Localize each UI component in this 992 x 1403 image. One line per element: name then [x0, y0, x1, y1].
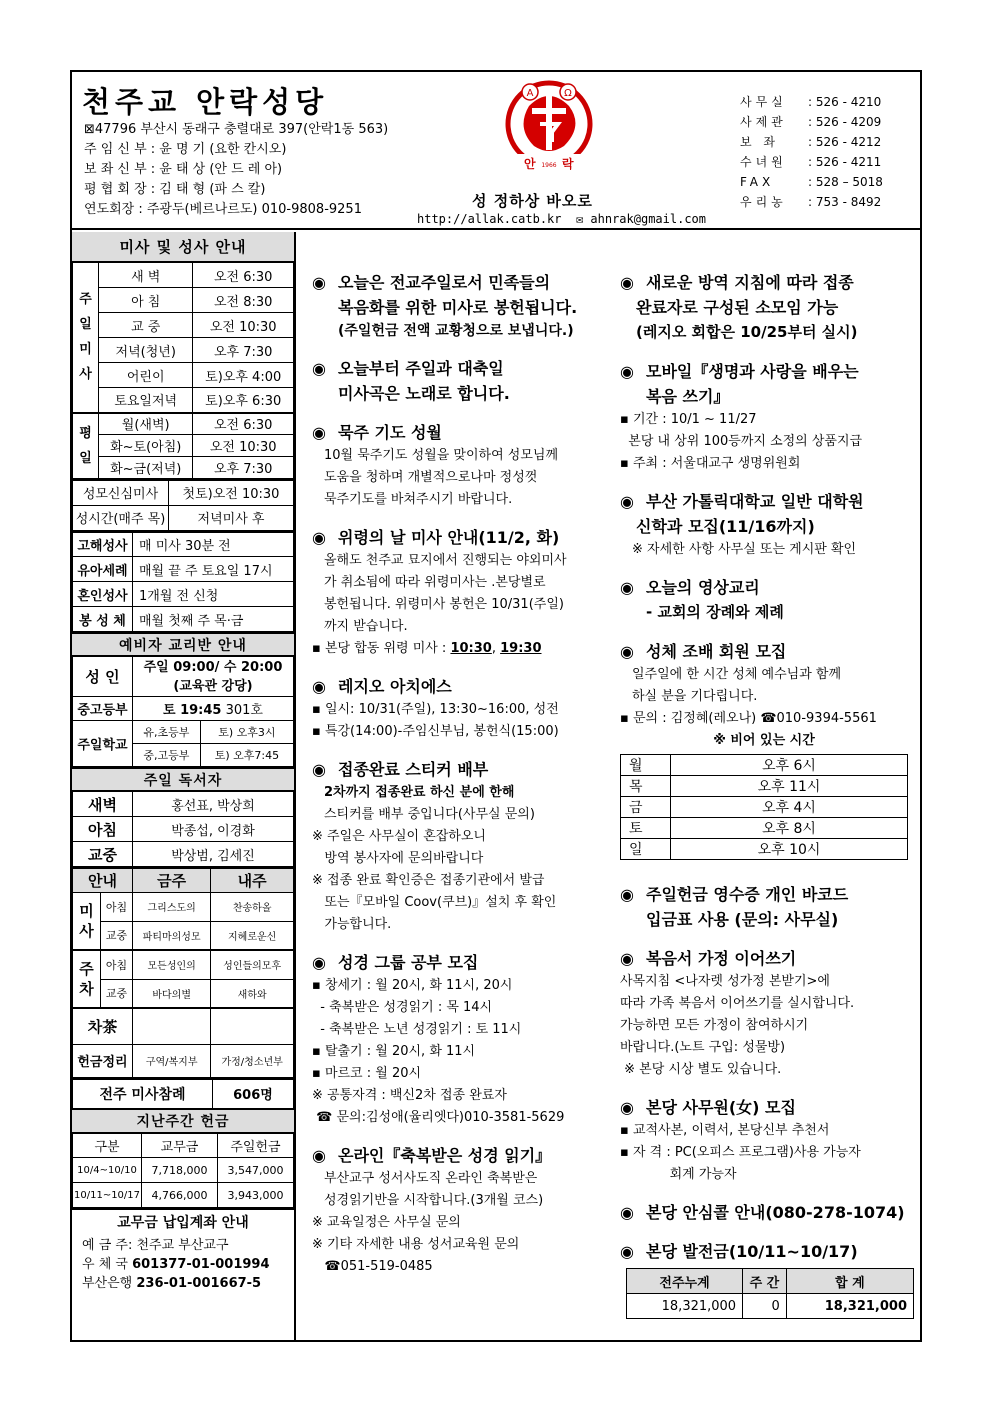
sacrament-name: 혼인성사 [73, 582, 133, 607]
sunday-mass-name: 아 침 [99, 288, 193, 313]
duty-next-week: 성인들의모후 [211, 950, 294, 979]
logo-year: 1966 [541, 162, 557, 169]
catechumen-middle-info: 토 19:45 301호 [133, 697, 294, 721]
duty-offering-next-week: 가정/청소년부 [211, 1044, 294, 1077]
left-sidebar [72, 232, 296, 1340]
logo-left-char: 안 [524, 157, 536, 171]
church-logo-icon [504, 76, 594, 176]
logo-omega: Ω [564, 88, 572, 99]
special-mass-name: 성시간(매주 목) [73, 505, 169, 530]
weekday-mass-name: 화~금(저녁) [99, 457, 193, 479]
notices-column-right [620, 270, 920, 1333]
catechumen-heading: 예비자 교리반 안내 [72, 632, 294, 656]
bullet-icon: ◉ [312, 677, 326, 696]
fund-col-total: 합 계 [786, 1269, 913, 1294]
notice-vaccine-sticker: ◉ 접종완료 스티커 배부 2차까지 접종완료 하신 분에 한해 스티커를 배부 중입니다(사무실 문의) ※ 주일은 사무실이 혼잡하오니 방역 봉사자에 문의바랍니다 ※ 접종 완료 확인증은 접종기관에서 발급 또는『모바일 Coov(쿠브)』설치 후 확인 가능합니다. [312, 757, 612, 936]
duty-head-guide: 안내 [73, 868, 133, 892]
church-address: ⊠47796 부산시 동래구 충렬대로 397(안락1동 563) [84, 122, 389, 137]
duty-parking-time: 교중 [101, 979, 133, 1008]
weekday-mass-label: 평 일 [73, 413, 99, 479]
notice-all-souls-mass: ◉ 위령의 날 미사 안내(11/2, 화) 올해도 천주교 묘지에서 진행되는 야외미사 가 취소됨에 따라 위령미사는 .본당별로 봉헌됩니다. 위령미사 봉헌은 10/31(주일) 까지 받습니다. ▪ 본당 합동 위령 미사 : 10:30, 19:30 [312, 525, 612, 660]
notice-adoration: ◉ 성체 조배 회원 모집 일주일에 한 시간 성체 예수님과 함께 하실 분을 기다립니다. ▪ 문의 : 김정혜(레오나) ☎010-9394-5561 ※ 비어 있는 시간 월 오후 6시 목 오후 11시 금 오후 4시 토 오후 8시 일 오후 10시 [620, 639, 920, 860]
vacant-day: 일 [621, 839, 671, 860]
reader-names: 홍선표, 박상희 [133, 792, 294, 817]
vacant-day: 토 [621, 818, 671, 839]
notice-video-catechism: ◉ 오늘의 영상교리 - 교회의 장례와 제례 [620, 575, 920, 625]
duty-offering-label: 헌금정리 [73, 1044, 133, 1077]
duty-mass-label: 미 사 [73, 892, 101, 950]
staff-council: 평 협 회 장 : 김 태 형 (파 스 칼) [84, 182, 266, 197]
church-address-block [84, 120, 388, 220]
account-holder: 예 금 주: 천주교 부산교구 [82, 1238, 229, 1253]
bulletin-page [70, 70, 922, 1342]
donation-col-dues: 교무금 [142, 1134, 218, 1158]
notice-small-groups: ◉ 새로운 방역 지침에 따라 접종 완료자로 구성된 소모임 가능 (레지오 회합은 10/25부터 실시) [620, 270, 920, 345]
sunday-mass-time: 토)오후 4:00 [193, 363, 294, 388]
bullet-icon: ◉ [620, 642, 634, 661]
weekday-mass-time: 오전 6:30 [193, 413, 294, 435]
bullet-icon: ◉ [620, 492, 634, 511]
sacrament-name: 고해성사 [73, 532, 133, 557]
sunday-mass-name: 토요일저녁 [99, 388, 193, 413]
bulletin-header [72, 72, 920, 230]
bullet-icon: ◉ [620, 885, 634, 904]
sacrament-desc: 매 미사 30분 전 [133, 532, 294, 557]
vacant-time: 오후 10시 [671, 839, 908, 860]
sunday-mass-time: 오전 10:30 [193, 313, 294, 338]
catechumen-table [72, 656, 294, 767]
bullet-icon: ◉ [620, 578, 634, 597]
duty-this-week: 파티마의성모 [133, 921, 211, 950]
phone-convent: 수녀원 : 526 - 4211 [740, 155, 882, 169]
fund-total: 18,321,000 [786, 1294, 913, 1319]
duty-next-week: 새하와 [211, 979, 294, 1008]
phone-assistant: 보 좌 : 526 - 4212 [740, 135, 882, 149]
fund-col-cumulative: 전주누계 [627, 1269, 743, 1294]
development-fund-table [626, 1268, 914, 1319]
notice-graduate-school: ◉ 부산 가톨릭대학교 일반 대학원 신학과 모집(11/16까지) ※ 자세한 사항 사무실 또는 게시판 확인 [620, 489, 920, 561]
bullet-icon: ◉ [312, 423, 326, 442]
contact-links [417, 212, 706, 226]
bullet-icon: ◉ [312, 359, 326, 378]
vacant-day: 월 [621, 755, 671, 776]
sunday-mass-label: 주 일 미 사 [73, 263, 99, 413]
account-post: 우 체 국 601377-01-001994 [82, 1257, 270, 1272]
vacant-day: 목 [621, 776, 671, 797]
duty-mass-time: 아침 [101, 892, 133, 921]
attendance-label: 전주 미사참례 [73, 1079, 213, 1109]
reader-mass: 아침 [73, 817, 133, 842]
duty-this-week: 모든성인의 [133, 950, 211, 979]
duty-head-next-week: 내주 [211, 868, 294, 892]
notice-development-fund: ◉ 본당 발전금(10/11~10/17) 전주누계 주 간 합 계 18,321,000 0 18,321,000 [620, 1239, 920, 1319]
bullet-icon: ◉ [312, 1146, 326, 1165]
staff-prayer: 연도회장 : 주광두(베르나르도) 010-9808-9251 [84, 202, 362, 217]
sunday-school-label: 주일학교 [73, 721, 133, 767]
fund-col-week: 주 간 [743, 1269, 787, 1294]
notice-safe-call: ◉ 본당 안심콜 안내(080-278-1074) [620, 1200, 920, 1225]
sunday-mass-name: 저녁(청년) [99, 338, 193, 363]
bullet-icon: ◉ [312, 273, 326, 292]
bullet-icon: ◉ [312, 528, 326, 547]
notice-legio-acies: ◉ 레지오 아치에스 ▪ 일시: 10/31(주일), 13:30~16:00, 성전 ▪ 특강(14:00)-주임신부님, 봉헌식(15:00) [312, 674, 612, 743]
duty-offering-this-week: 구역/복지부 [133, 1044, 211, 1077]
sunday-mass-time: 오전 6:30 [193, 263, 294, 288]
weekday-mass-name: 화~토(아침) [99, 435, 193, 457]
bullet-icon: ◉ [620, 362, 634, 381]
sunday-mass-name: 교 중 [99, 313, 193, 338]
logo-alpha: A [526, 88, 534, 99]
sacrament-desc: 매월 첫째 주 목·금 [133, 607, 294, 632]
duty-table [72, 867, 294, 1078]
sunday-mass-time: 오후 7:30 [193, 338, 294, 363]
notices-area [298, 232, 920, 1340]
weekday-mass-time: 오후 7:30 [193, 457, 294, 479]
sunday-school-time: 토) 오후3시 [200, 721, 293, 744]
donation-col-period: 구분 [73, 1134, 142, 1158]
notice-gospel-writing: ◉ 모바일『생명과 사랑을 배우는 복음 쓰기』 ▪ 기간 : 10/1 ~ 11/27 본당 내 상위 100등까지 소정의 상품지급 ▪ 주최 : 서울대교구 생명위원회 [620, 359, 920, 475]
catechumen-middle-label: 중고등부 [73, 697, 133, 721]
sacrament-desc: 1개월 전 신청 [133, 582, 294, 607]
donation-dues: 7,718,000 [142, 1158, 218, 1183]
staff-pastor: 주 임 신 부 : 윤 명 기 (요한 칸시오) [84, 142, 287, 157]
mass-schedule-heading: 미사 및 성사 안내 [72, 232, 294, 262]
bullet-icon: ◉ [620, 1242, 634, 1261]
vacant-time: 오후 8시 [671, 818, 908, 839]
readers-heading: 주일 독서자 [72, 767, 294, 791]
duty-tea-next-week [211, 1008, 294, 1044]
notice-barcode-receipt: ◉ 주일헌금 영수증 개인 바코드 입금표 사용 (문의: 사무실) [620, 882, 920, 932]
vacant-time: 오후 4시 [671, 797, 908, 818]
reader-names: 박상범, 김세진 [133, 842, 294, 867]
phone-list [740, 92, 883, 212]
duty-this-week: 바다의별 [133, 979, 211, 1008]
sunday-school-time: 토) 오후7:45 [200, 744, 293, 767]
church-title: 천주교 안락성당 [82, 85, 329, 119]
sunday-mass-time: 토)오후 6:30 [193, 388, 294, 413]
notice-bible-study: ◉ 성경 그룹 공부 모집 ▪ 창세기 : 월 20시, 화 11시, 20시 - 축복받은 성경읽기 : 목 14시 - 축복받은 노년 성경읽기 : 토 11시 ▪ 탈출기 : 월 20시, 화 11시 ▪ 마르코 : 월 20시 ※ 공통자격 : 백신2차 접종 완료자 ☎ 문의:김성애(율리엣다)010-3581-5629 [312, 950, 612, 1129]
duty-next-week: 찬송하올 [211, 892, 294, 921]
special-mass-time: 첫토)오전 10:30 [169, 480, 294, 505]
attendance-count: 606명 [213, 1079, 294, 1109]
phone-rectory: 사제관 : 526 - 4209 [740, 115, 882, 129]
duty-tea-this-week [133, 1008, 211, 1044]
donation-sunday: 3,547,000 [218, 1158, 294, 1183]
weekday-mass-time: 오전 10:30 [193, 435, 294, 457]
vacant-times-table [620, 754, 908, 860]
duty-mass-time: 교중 [101, 921, 133, 950]
donation-sunday: 3,943,000 [218, 1183, 294, 1208]
email-link[interactable]: ✉ ahnrak@gmail.com [575, 212, 706, 226]
special-mass-name: 성모신심미사 [73, 480, 169, 505]
bullet-icon: ◉ [620, 1098, 634, 1117]
catechumen-adult-label: 성 인 [73, 657, 133, 697]
sunday-mass-table [72, 262, 294, 479]
bullet-icon: ◉ [312, 760, 326, 779]
attendance-table [72, 1078, 294, 1110]
notice-sung-mass: ◉ 오늘부터 주일과 대축일 미사곡은 노래로 합니다. [312, 356, 612, 406]
website-link[interactable]: http://allak.catb.kr [417, 212, 562, 226]
weekday-mass-name: 월(새벽) [99, 413, 193, 435]
vacant-time: 오후 11시 [671, 776, 908, 797]
duty-this-week: 그리스도의 [133, 892, 211, 921]
catechumen-adult-info: 주일 09:00/ 수 20:00 (교육관 강당) [133, 657, 294, 697]
notices-column-left [312, 270, 612, 1292]
bullet-icon: ◉ [620, 1203, 634, 1222]
fund-cumulative: 18,321,000 [627, 1294, 743, 1319]
bullet-icon: ◉ [620, 273, 634, 292]
sunday-mass-name: 어린이 [99, 363, 193, 388]
donation-period: 10/4~10/10 [73, 1158, 142, 1183]
duty-next-week: 지혜로운신 [211, 921, 294, 950]
sacrament-table [72, 531, 294, 633]
sunday-mass-name: 새 벽 [99, 263, 193, 288]
bullet-icon: ◉ [620, 949, 634, 968]
staff-assistant: 보 좌 신 부 : 윤 태 상 (안 드 레 아) [84, 162, 283, 177]
vacant-time: 오후 6시 [671, 755, 908, 776]
special-mass-time: 저녁미사 후 [169, 505, 294, 530]
donation-heading: 지난주간 헌금 [72, 1109, 294, 1133]
duty-parking-label: 주 차 [73, 950, 101, 1008]
account-bank: 부산은행 236-01-001667-5 [82, 1276, 262, 1291]
bullet-icon: ◉ [312, 953, 326, 972]
notice-online-bible: ◉ 온라인『축복받은 성경 읽기』 부산교구 성서사도직 온라인 축복받은 성경읽기반을 시작합니다.(3개월 코스) ※ 교육일정은 사무실 문의 ※ 기타 자세한 내용 성서교육원 문의 ☎051-519-0485 [312, 1143, 612, 1278]
phone-farm: 우리농 : 753 - 8492 [740, 195, 882, 209]
sacrament-desc: 매월 끝 주 토요일 17시 [133, 557, 294, 582]
duty-tea-label: 차茶 [73, 1008, 133, 1044]
sacrament-name: 유아세례 [73, 557, 133, 582]
fund-week: 0 [743, 1294, 787, 1319]
notice-office-staff: ◉ 본당 사무원(女) 모집 ▪ 교적사본, 이력서, 본당신부 추천서 ▪ 자 격 : PC(오피스 프로그램)사용 가능자 회계 가능자 [620, 1095, 920, 1186]
reader-names: 박종섭, 이경화 [133, 817, 294, 842]
vacant-day: 금 [621, 797, 671, 818]
donation-col-sunday: 주일헌금 [218, 1134, 294, 1158]
duty-parking-time: 아침 [101, 950, 133, 979]
notice-mission-sunday: ◉ 오늘은 전교주일로서 민족들의 복음화를 위한 미사로 봉헌됩니다. (주일헌금 전액 교황청으로 보냅니다.) [312, 270, 612, 342]
donation-period: 10/11~10/17 [73, 1183, 142, 1208]
notice-rosary-month: ◉ 묵주 기도 성월 10월 묵주기도 성월을 맞이하여 성모님께 도움을 청하며 개별적으로나마 정성껏 묵주기도를 바쳐주시기 바랍니다. [312, 420, 612, 511]
phone-office: 사무실 : 526 - 4210 [740, 95, 882, 109]
sunday-school-grade: 중,고등부 [133, 744, 201, 767]
duty-head-this-week: 금주 [133, 868, 211, 892]
readers-table [72, 791, 294, 867]
reader-mass: 새벽 [73, 792, 133, 817]
special-mass-table [72, 479, 294, 531]
account-list [72, 1236, 294, 1297]
sunday-school-grade: 유,초등부 [133, 721, 201, 744]
sacrament-name: 봉 성 체 [73, 607, 133, 632]
phone-fax: FAX : 528 – 5018 [740, 175, 883, 189]
donation-dues: 4,766,000 [142, 1183, 218, 1208]
logo-right-char: 락 [562, 157, 574, 171]
patron-saint: 성 정하상 바오로 [472, 192, 593, 210]
account-heading: 교무금 납입계좌 안내 [72, 1208, 294, 1236]
notice-gospel-family: ◉ 복음서 가정 이어쓰기 사목지침 <나자렛 성가정 본받기>에 따라 가족 복음서 이어쓰기를 실시합니다. 가능하면 모든 가정이 참여하시기 바랍니다.(노트 구입: 성물방) ※ 본당 시상 별도 있습니다. [620, 946, 920, 1081]
sunday-mass-time: 오전 8:30 [193, 288, 294, 313]
reader-mass: 교중 [73, 842, 133, 867]
donation-table [72, 1133, 294, 1208]
